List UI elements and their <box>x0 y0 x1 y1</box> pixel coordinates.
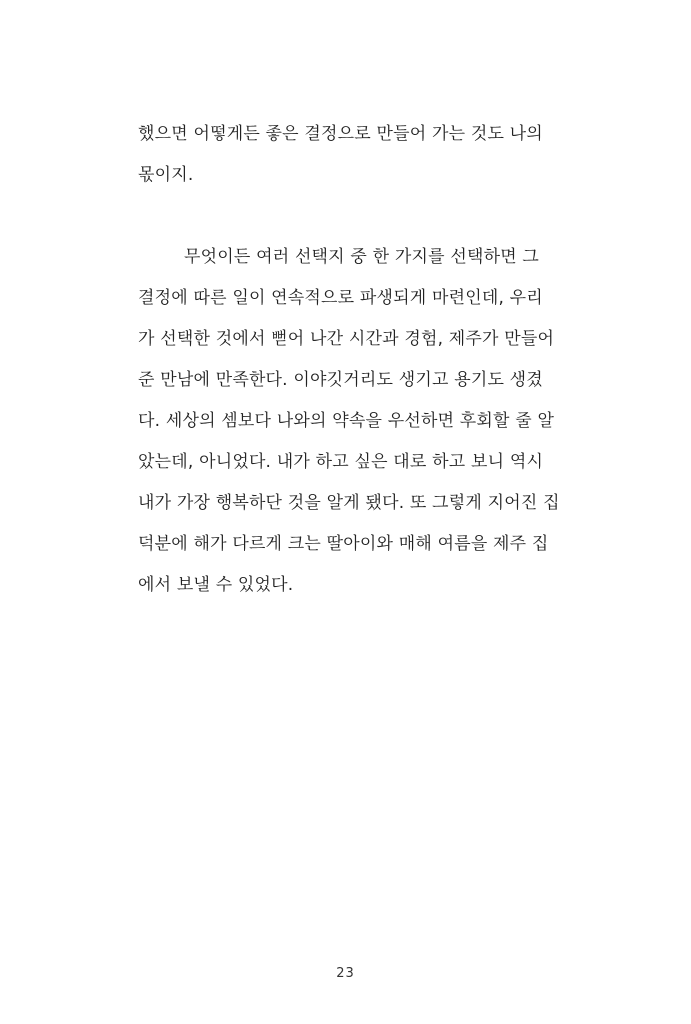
text-line: 에서 보낼 수 있었다. <box>138 575 294 595</box>
page-number: 23 <box>336 966 355 981</box>
paragraph-break <box>138 196 578 237</box>
text-line: 다. 세상의 셈보다 나와의 약속을 우선하면 후회할 줄 알 <box>138 411 555 431</box>
text-line: 했으면 어떻게든 좋은 결정으로 만들어 가는 것도 나의 <box>138 124 543 144</box>
text-line: 무엇이든 여러 선택지 중 한 가지를 선택하면 그 <box>184 247 540 267</box>
text-line: 내가 가장 행복하단 것을 알게 됐다. 또 그렇게 지어진 집 <box>138 493 560 513</box>
page-body-text <box>138 114 578 606</box>
text-line: 덕분에 해가 다르게 크는 딸아이와 매해 여름을 제주 집 <box>138 534 549 554</box>
text-line: 몫이지. <box>138 165 194 185</box>
text-line: 결정에 따른 일이 연속적으로 파생되게 마련인데, 우리 <box>138 288 543 308</box>
text-line: 가 선택한 것에서 뻗어 나간 시간과 경험, 제주가 만들어 <box>138 329 555 349</box>
text-line: 준 만남에 만족한다. 이야깃거리도 생기고 용기도 생겼 <box>138 370 543 390</box>
text-line: 았는데, 아니었다. 내가 하고 싶은 대로 하고 보니 역시 <box>138 452 544 472</box>
